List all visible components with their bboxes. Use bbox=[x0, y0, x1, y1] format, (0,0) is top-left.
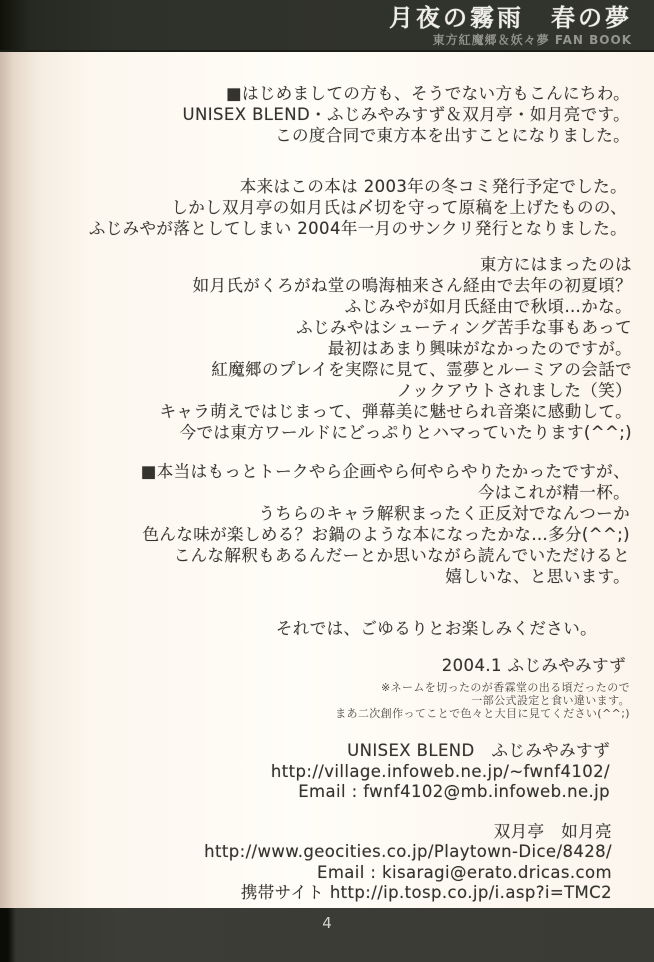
text-line: 最初はあまり興味がなかったのですが。 bbox=[327, 339, 632, 358]
mobile-site-url: 携帯サイト http://ip.tosp.co.jp/i.asp?i=TMC2 bbox=[240, 883, 612, 902]
website-url: http://www.geocities.co.jp/Playtown-Dice/8428/ bbox=[204, 842, 612, 861]
circle-name: UNISEX BLEND ふじみやみすず bbox=[347, 741, 610, 760]
text-line: ふじみやが如月氏経由で秋頃…かな。 bbox=[344, 297, 632, 316]
book-subtitle: 東方紅魔郷＆妖々夢 FAN BOOK bbox=[432, 33, 632, 47]
page-header bbox=[0, 0, 654, 52]
text-line: ふじみやが落としてしまい 2004年一月のサンクリ発行となりました。 bbox=[88, 219, 627, 238]
text-line: 東方にはまったのは bbox=[479, 255, 632, 274]
text-line: この度合同で東方本を出すことになりました。 bbox=[275, 126, 630, 145]
text-line: ※ネームを切ったのが香霖堂の出る頃だったので bbox=[380, 681, 630, 694]
text-line: 如月氏がくろがね堂の鳴海柚来さん経由で去年の初夏頃？ bbox=[192, 276, 632, 295]
text-line: うちらのキャラ解釈まったく正反対でなんつーか bbox=[258, 504, 630, 523]
text-line: ノックアウトされました（笑） bbox=[396, 381, 632, 400]
circle-name: 双月亭 如月亮 bbox=[493, 821, 612, 841]
page-number: 4 bbox=[322, 914, 332, 932]
book-title: 月夜の霧雨 春の夢 bbox=[389, 4, 632, 32]
website-url: http://village.infoweb.ne.jp/~fwnf4102/ bbox=[270, 761, 610, 781]
contact-unisex-blend bbox=[0, 741, 654, 803]
text-line: しかし双月亭の如月氏は〆切を守って原稿を上げたものの、 bbox=[171, 198, 627, 217]
text-line: 今では東方ワールドにどっぷりとハマっていたります(^^;) bbox=[179, 423, 632, 442]
paragraph-greeting bbox=[0, 83, 654, 146]
text-line: 嬉しいな、と思います。 bbox=[445, 567, 630, 586]
contact-sougetsutei bbox=[0, 822, 654, 904]
text-line: ■本当はもっとトークやら企画やら何やらやりたかったですが、 bbox=[140, 462, 630, 481]
text-line: 今はこれが精一杯。 bbox=[477, 483, 630, 502]
paragraph-schedule bbox=[0, 176, 654, 239]
text-line: ふじみやはシューティング苦手な事もあって bbox=[296, 318, 632, 337]
page-footer bbox=[0, 908, 654, 962]
closing-line: それでは、ごゆるりとお楽しみください。 bbox=[275, 619, 597, 638]
text-line: こんな解釈もあるんだーとか思いながら読んでいただけると bbox=[173, 546, 630, 565]
paragraph-touhou-history bbox=[0, 254, 654, 443]
fine-print-note bbox=[0, 681, 654, 720]
email-address: Email : fwnf4102@mb.infoweb.ne.jp bbox=[298, 782, 610, 801]
text-line: 色んな味が楽しめる？お鍋のような本になったかな…多分(^^;) bbox=[142, 525, 630, 544]
signature-line: 2004.1 ふじみやみすず bbox=[441, 656, 626, 675]
text-line: 本来はこの本は 2003年の冬コミ発行予定でした。 bbox=[239, 177, 627, 196]
text-line: UNISEX BLEND・ふじみやみすず＆双月亭・如月亮です。 bbox=[182, 105, 630, 124]
text-line: キャラ萌えではじまって、弾幕美に魅せられ音楽に感動して。 bbox=[159, 402, 632, 421]
afterword-body bbox=[0, 52, 654, 904]
text-line: 紅魔郷のプレイを実際に見て、霊夢とルーミアの会話で bbox=[211, 360, 632, 379]
email-address: Email : kisaragi@erato.dricas.com bbox=[317, 862, 612, 882]
text-line: 一部公式設定と食い違います。 bbox=[471, 694, 630, 707]
text-line: ■はじめましての方も、そうでない方もこんにちわ。 bbox=[225, 84, 630, 103]
text-line: まあ二次創作ってことで色々と大目に見てください(^^;) bbox=[335, 707, 630, 720]
paragraph-reflections bbox=[0, 461, 654, 587]
